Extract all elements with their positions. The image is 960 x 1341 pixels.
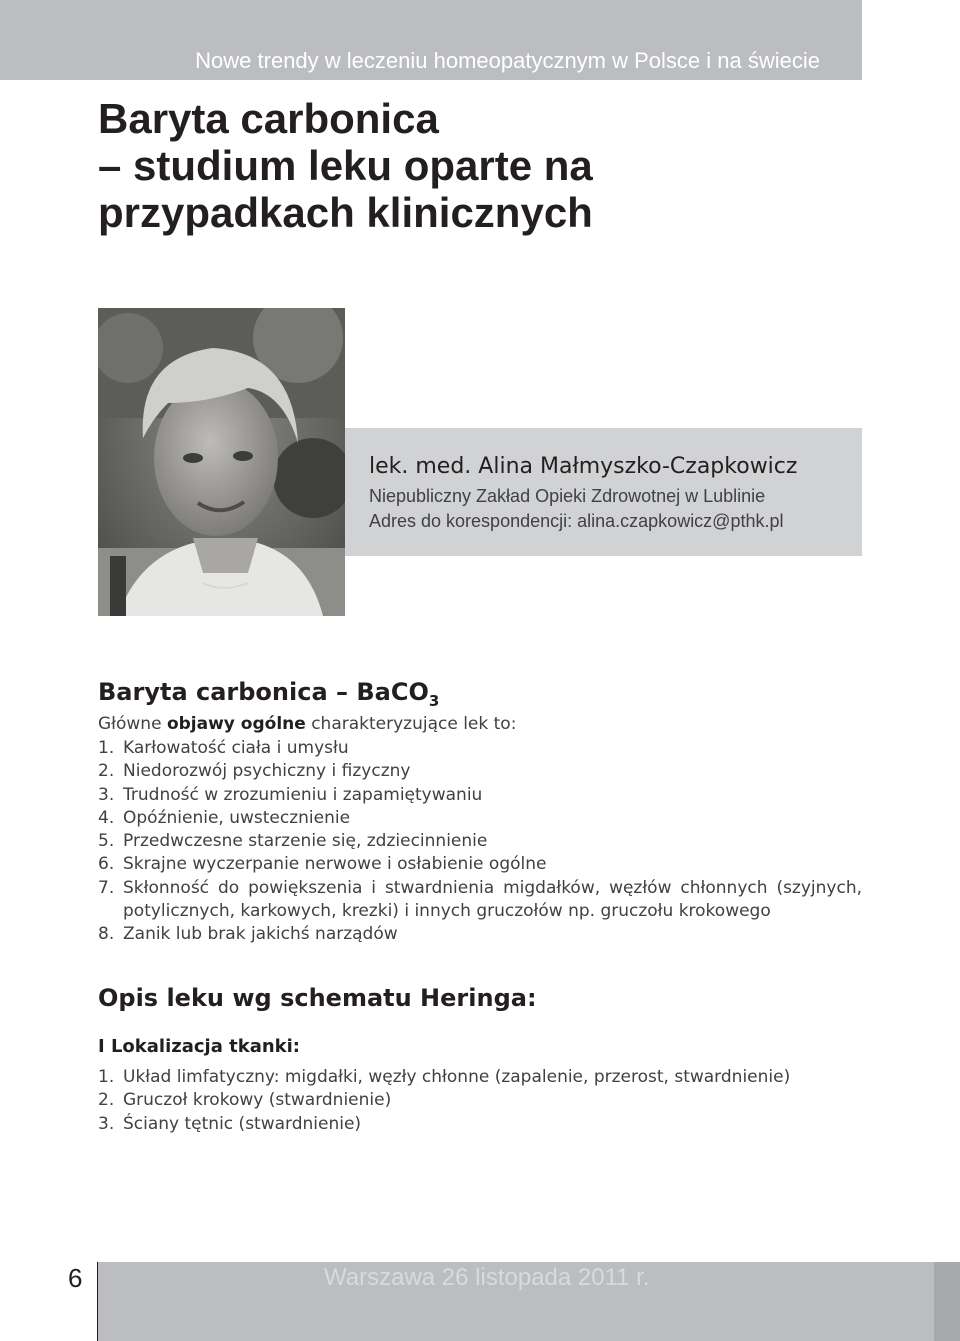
article-title <box>98 95 593 236</box>
list-number: 1. <box>98 738 115 758</box>
list-item-text: Skłonność do powiększenia i stwardnienia migdałków, węzłów chłonnych (szyjnych, potylicznych, karkowych, krezki) i innych gruczołów np. gruczołu krokowego <box>123 877 862 922</box>
list-number: 5. <box>98 831 115 852</box>
intro-bold: objawy ogólne <box>166 714 306 734</box>
formula-subscript: 3 <box>428 692 440 710</box>
list-number: 2. <box>98 1090 115 1111</box>
author-name: lek. med. Alina Małmyszko-Czapkowicz <box>369 454 798 479</box>
author-affiliation: Niepubliczny Zakład Opieki Zdrowotnej w Lublinie <box>369 486 766 506</box>
footer-strip <box>934 1262 960 1341</box>
title-line: – studium leku oparte na <box>98 142 593 189</box>
list-item <box>98 760 862 783</box>
list-item <box>98 1066 790 1089</box>
list-item <box>98 737 862 760</box>
list-number: 8. <box>98 924 115 945</box>
list-number: 7. <box>98 877 115 898</box>
symptoms-intro <box>98 714 516 734</box>
author-info-box <box>345 428 862 556</box>
tissue-location-heading: I Lokalizacja tkanki: <box>98 1036 301 1057</box>
intro-prefix: Główne <box>98 714 167 734</box>
list-number: 2. <box>98 761 115 782</box>
list-item-text: Karłowatość ciała i umysłu <box>123 738 349 758</box>
list-number: 6. <box>98 854 115 875</box>
author-contact: Adres do korespondencji: alina.czapkowicz@pthk.pl <box>369 511 784 531</box>
tissue-location-list <box>98 1066 790 1136</box>
header-band <box>0 0 862 80</box>
list-item <box>98 1089 790 1112</box>
remedy-heading <box>98 678 439 710</box>
list-number: 4. <box>98 807 115 828</box>
footer-text: Warszawa 26 listopada 2011 r. <box>324 1264 650 1291</box>
list-item-text: Zanik lub brak jakichś narządów <box>123 924 398 945</box>
list-number: 3. <box>98 1113 115 1134</box>
title-line: Baryta carbonica <box>98 95 439 142</box>
list-item <box>98 853 862 876</box>
page-number: 6 <box>68 1263 83 1293</box>
list-item <box>98 807 862 830</box>
footer-band <box>98 1262 960 1341</box>
running-header: Nowe trendy w leczeniu homeopatycznym w Polsce i na świecie <box>195 48 820 73</box>
list-item-text: Układ limfatyczny: migdałki, węzły chłonne (zapalenie, przerost, stwardnienie) <box>123 1067 791 1087</box>
list-number: 1. <box>98 1067 115 1087</box>
list-item-text: Skrajne wyczerpanie nerwowe i osłabienie ogólne <box>123 854 547 875</box>
list-item <box>98 1113 790 1136</box>
list-item-text: Niedorozwój psychiczny i fizyczny <box>123 761 411 782</box>
list-item <box>98 784 862 807</box>
list-item-text: Ściany tętnic (stwardnienie) <box>123 1113 362 1134</box>
list-item-text: Opóźnienie, uwstecznienie <box>123 807 351 828</box>
list-item <box>98 877 862 924</box>
remedy-heading-text: Baryta carbonica – BaCO <box>98 678 429 706</box>
list-number: 3. <box>98 784 115 805</box>
list-item-text: Gruczoł krokowy (stwardnienie) <box>123 1090 392 1111</box>
title-line: przypadkach klinicznych <box>98 189 593 236</box>
author-photo <box>98 308 345 616</box>
list-item <box>98 830 862 853</box>
list-item-text: Przedwczesne starzenie się, zdziecinnienie <box>123 831 488 852</box>
list-item-text: Trudność w zrozumieniu i zapamiętywaniu <box>123 784 483 805</box>
list-item <box>98 923 862 946</box>
symptoms-list <box>98 737 862 947</box>
intro-suffix: charakteryzujące lek to: <box>305 714 517 734</box>
author-portrait-image <box>98 308 345 616</box>
hering-heading: Opis leku wg schematu Heringa: <box>98 984 537 1012</box>
